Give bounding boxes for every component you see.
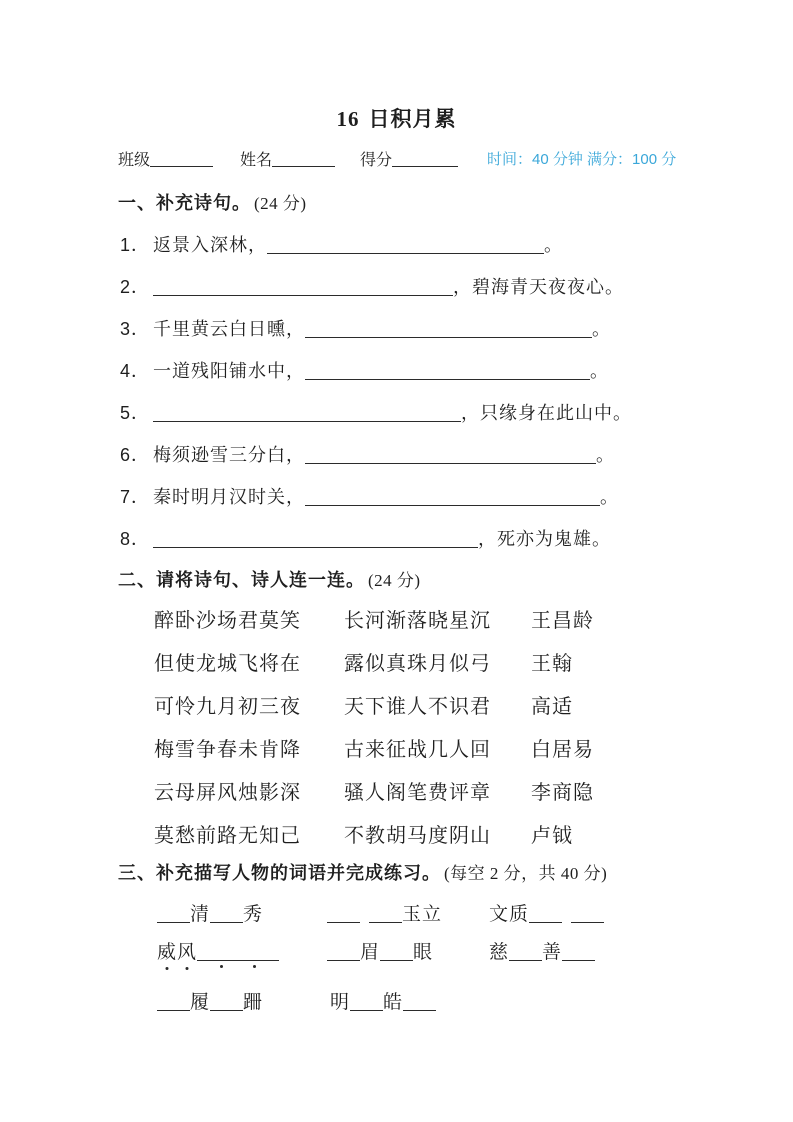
answer-blank (327, 945, 360, 961)
question-item (120, 525, 611, 551)
score-label: 得分 (360, 152, 393, 169)
question-item (120, 315, 611, 341)
answer-blank (327, 907, 360, 923)
matching-row (0, 776, 793, 806)
word-text: 一道残阳铺水中， (153, 361, 306, 381)
answer-blank (157, 995, 190, 1011)
score-field (360, 147, 458, 170)
emphasized-char: 威 (157, 937, 177, 964)
word-text: 慈 (489, 942, 510, 963)
poet-name: 李商隐 (531, 782, 594, 804)
item-number: 5． (120, 403, 151, 423)
poem-line-middle: 天下谁人不识君 (344, 696, 491, 718)
answer-blank (571, 907, 604, 923)
word-text: 文质 (489, 904, 530, 925)
word-text: 秀 (243, 904, 264, 925)
word-item (489, 899, 604, 926)
word-text: 玉立 (402, 904, 443, 925)
word-text: 皓 (383, 992, 404, 1013)
answer-blank (305, 489, 600, 506)
name-fill-blank (272, 152, 335, 167)
word-text: ，碧海青天夜夜心。 (453, 277, 625, 297)
item-number: 4． (120, 361, 151, 381)
word-item (157, 937, 279, 964)
word-item (327, 899, 442, 926)
name-label: 姓名 (240, 152, 273, 169)
item-number: 7． (120, 487, 151, 507)
item-number: 1． (120, 235, 151, 255)
word-row (0, 937, 793, 971)
class-label: 班级 (118, 152, 151, 169)
question-item (120, 231, 563, 257)
section2-heading (118, 566, 421, 592)
word-item (330, 987, 436, 1014)
word-text: 善 (542, 942, 563, 963)
item-number: 8． (120, 529, 151, 549)
answer-blank (197, 945, 279, 961)
word-text: 眼 (413, 942, 434, 963)
lesson-number: 16 (336, 107, 360, 131)
word-row (0, 987, 793, 1021)
answer-blank (509, 945, 542, 961)
word-item (327, 937, 433, 964)
class-fill-blank (150, 152, 213, 167)
item-number: 3． (120, 319, 151, 339)
matching-row (0, 690, 793, 720)
section1-heading-text: 一、补充诗句。 (118, 193, 251, 213)
word-text: 。 (596, 445, 616, 465)
question-item (120, 441, 615, 467)
answer-blank (305, 321, 592, 338)
word-text: 清 (190, 904, 211, 925)
answer-blank (403, 995, 436, 1011)
question-item (120, 399, 632, 425)
poem-line-left: 莫愁前路无知己 (154, 825, 301, 847)
poem-line-left: 但使龙城飞将在 (154, 653, 301, 675)
word-text: 。 (590, 361, 610, 381)
poet-name: 高适 (531, 696, 573, 718)
word-text: 。 (600, 487, 620, 507)
section3-heading (118, 859, 607, 885)
emphasized-char: 风 (177, 937, 197, 964)
emphasized-word (157, 942, 197, 963)
poem-line-middle: 骚人阁笔费评章 (344, 782, 491, 804)
answer-blank (369, 907, 402, 923)
word-text: 履 (190, 992, 211, 1013)
poem-line-left: 云母屏风烛影深 (154, 782, 301, 804)
word-text: 跚 (243, 992, 264, 1013)
answer-blank (267, 237, 544, 254)
item-number: 6． (120, 445, 151, 465)
poet-name: 卢钺 (531, 825, 573, 847)
item-number: 2． (120, 277, 151, 297)
poem-line-left: 可怜九月初三夜 (154, 696, 301, 718)
answer-blank (157, 907, 190, 923)
answer-blank (153, 531, 478, 548)
word-text: ，死亦为鬼雄。 (478, 529, 612, 549)
section1-heading (118, 189, 307, 215)
word-text: 明 (330, 992, 351, 1013)
section2-points: (24 分) (368, 571, 421, 590)
section2-heading-text: 二、请将诗句、诗人连一连。 (118, 570, 365, 590)
answer-blank (305, 447, 596, 464)
class-field (118, 147, 213, 170)
answer-blank (210, 995, 243, 1011)
section1-points: (24 分) (254, 194, 307, 213)
answer-blank (153, 279, 453, 296)
poem-line-middle: 露似真珠月似弓 (344, 653, 491, 675)
answer-blank (153, 405, 461, 422)
answer-blank (562, 945, 595, 961)
answer-blank (210, 907, 243, 923)
word-text: 。 (544, 235, 564, 255)
matching-row (0, 647, 793, 677)
score-fill-blank (392, 152, 458, 167)
matching-row (0, 819, 793, 849)
answer-blank (305, 363, 590, 380)
answer-blank (529, 907, 562, 923)
word-text: ，只缘身在此山中。 (461, 403, 633, 423)
word-text: 眉 (360, 942, 381, 963)
poem-line-middle: 长河渐落晓星沉 (344, 610, 491, 632)
matching-row (0, 604, 793, 634)
word-text: 。 (592, 319, 612, 339)
page-title (0, 103, 793, 133)
lesson-title-text: 日积月累 (368, 108, 457, 131)
poem-line-left: 梅雪争春未肯降 (154, 739, 301, 761)
poem-line-middle: 不教胡马度阴山 (344, 825, 491, 847)
question-item (120, 273, 624, 299)
poem-line-middle: 古来征战几人回 (344, 739, 491, 761)
time-score-note: 时间：40 分钟 满分：100 分 (487, 151, 677, 168)
word-text: 千里黄云白日曛， (153, 319, 306, 339)
poet-name: 王翰 (531, 653, 573, 675)
answer-blank (350, 995, 383, 1011)
matching-row (0, 733, 793, 763)
word-item (157, 987, 263, 1014)
word-item (157, 899, 263, 926)
section3-points: (每空 2 分，共 40 分) (444, 864, 608, 883)
word-item (489, 937, 595, 964)
word-row (0, 899, 793, 933)
word-text: 秦时明月汉时关， (153, 487, 306, 507)
question-item (120, 483, 619, 509)
name-field (240, 147, 335, 170)
question-item (120, 357, 609, 383)
poet-name: 白居易 (531, 739, 594, 761)
poet-name: 王昌龄 (531, 610, 594, 632)
word-text: 梅须逊雪三分白， (153, 445, 306, 465)
poem-line-left: 醉卧沙场君莫笑 (154, 610, 301, 632)
section3-heading-text: 三、补充描写人物的词语并完成练习。 (118, 863, 441, 883)
word-text: 返景入深林， (153, 235, 268, 255)
answer-blank (380, 945, 413, 961)
info-line (118, 147, 778, 171)
